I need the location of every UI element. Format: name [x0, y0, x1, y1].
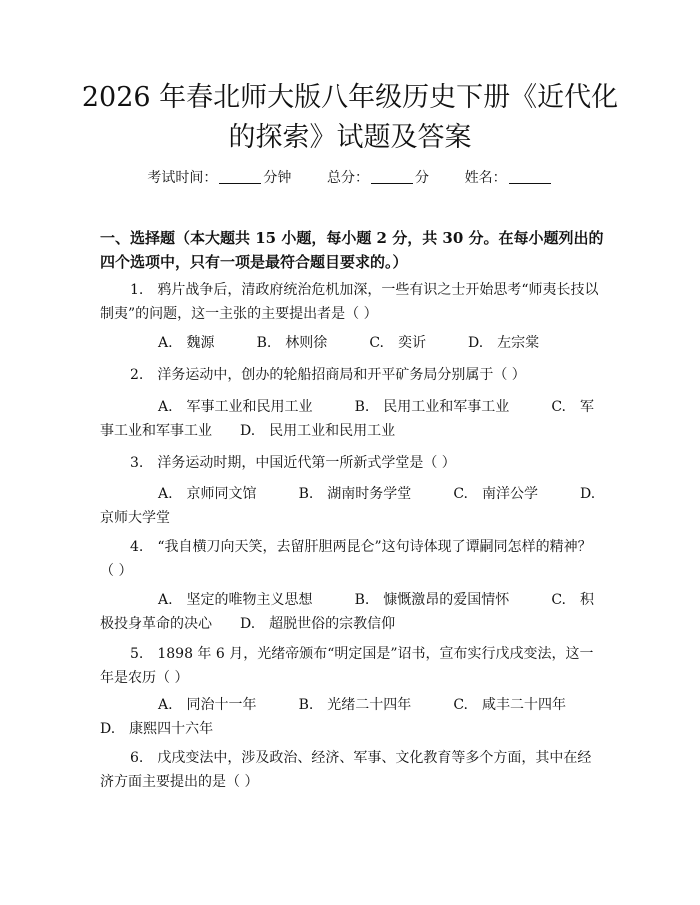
question-stem: 6. 戊戌变法中，涉及政治、经济、军事、文化教育等多个方面，其中在经济方面主要提出的是（ ）: [100, 750, 592, 790]
question-stem: 5. 1898 年 6 月，光绪帝颁布“明定国是”诏书，宣布实行戊戌变法，这一年是农历（ ）: [100, 646, 594, 686]
option-d: D. 京师大学堂: [100, 486, 610, 526]
option-a: A. 军事工业和民用工业: [158, 399, 313, 415]
time-blank: [219, 169, 261, 184]
option-b: B. 民用工业和军事工业: [354, 399, 510, 415]
option-a: A. 坚定的唯物主义思想: [158, 592, 313, 608]
question-options: [100, 395, 605, 443]
document-title: [80, 78, 620, 158]
question-stem: 3. 洋务运动时期，中国近代第一所新式学堂是（ ）: [130, 455, 456, 471]
name-label: 姓名：: [464, 170, 507, 186]
option-c: C. 军事工业和军事工业: [100, 399, 594, 439]
option-a: A. 京师同文馆: [158, 486, 257, 502]
option-b: B. 湖南时务学堂: [298, 486, 412, 502]
score-unit: 分: [415, 170, 429, 186]
time-unit: 分钟: [263, 170, 292, 186]
question-options: [100, 331, 605, 355]
title-line-1: 2026 年春北师大版八年级历史下册《近代化: [81, 82, 619, 113]
name-blank: [509, 169, 551, 184]
option-c: C. 积极投身革命的决心: [100, 592, 594, 632]
option-b: B. 慷慨激昂的爱国情怀: [354, 592, 510, 608]
option-a: A. 魏源: [158, 335, 215, 351]
option-d: D. 超脱世俗的宗教信仰: [240, 616, 396, 632]
question-options: [100, 482, 610, 530]
question-stem: 4. “我自横刀向天笑，去留肝胆两昆仑”这句诗体现了谭嗣同怎样的精神？（ ）: [100, 539, 592, 579]
option-d: D. 康熙四十六年: [100, 721, 214, 737]
question-options: [100, 588, 605, 636]
question-stem: 1. 鸦片战争后，清政府统治危机加深，一些有识之士开始思考“师夷长技以制夷”的问题，这一主张的主要提出者是（ ）: [100, 282, 599, 322]
option-c: C. 咸丰二十四年: [453, 697, 566, 713]
option-a: A. 同治十一年: [158, 697, 257, 713]
time-label: 考试时间：: [147, 170, 218, 186]
option-c: C. 奕䜣: [369, 335, 426, 351]
option-c: C. 南洋公学: [453, 486, 538, 502]
score-label: 总分：: [327, 170, 369, 186]
score-blank: [371, 169, 413, 184]
option-d: D. 左宗棠: [467, 335, 540, 351]
title-line-2: 的探索》试题及答案: [228, 122, 472, 153]
exam-meta-line: [0, 168, 700, 188]
option-d: D. 民用工业和民用工业: [240, 423, 396, 439]
question-stem: 2. 洋务运动中，创办的轮船招商局和开平矿务局分别属于（ ）: [130, 367, 526, 383]
section-heading: 一、选择题（本大题共 15 小题，每小题 2 分，共 30 分。在每小题列出的四个选项中，只有一项是最符合题目要求的。）: [100, 229, 604, 271]
option-b: B. 林则徐: [256, 335, 328, 351]
question-options: [100, 693, 605, 741]
option-b: B. 光绪二十四年: [298, 697, 412, 713]
